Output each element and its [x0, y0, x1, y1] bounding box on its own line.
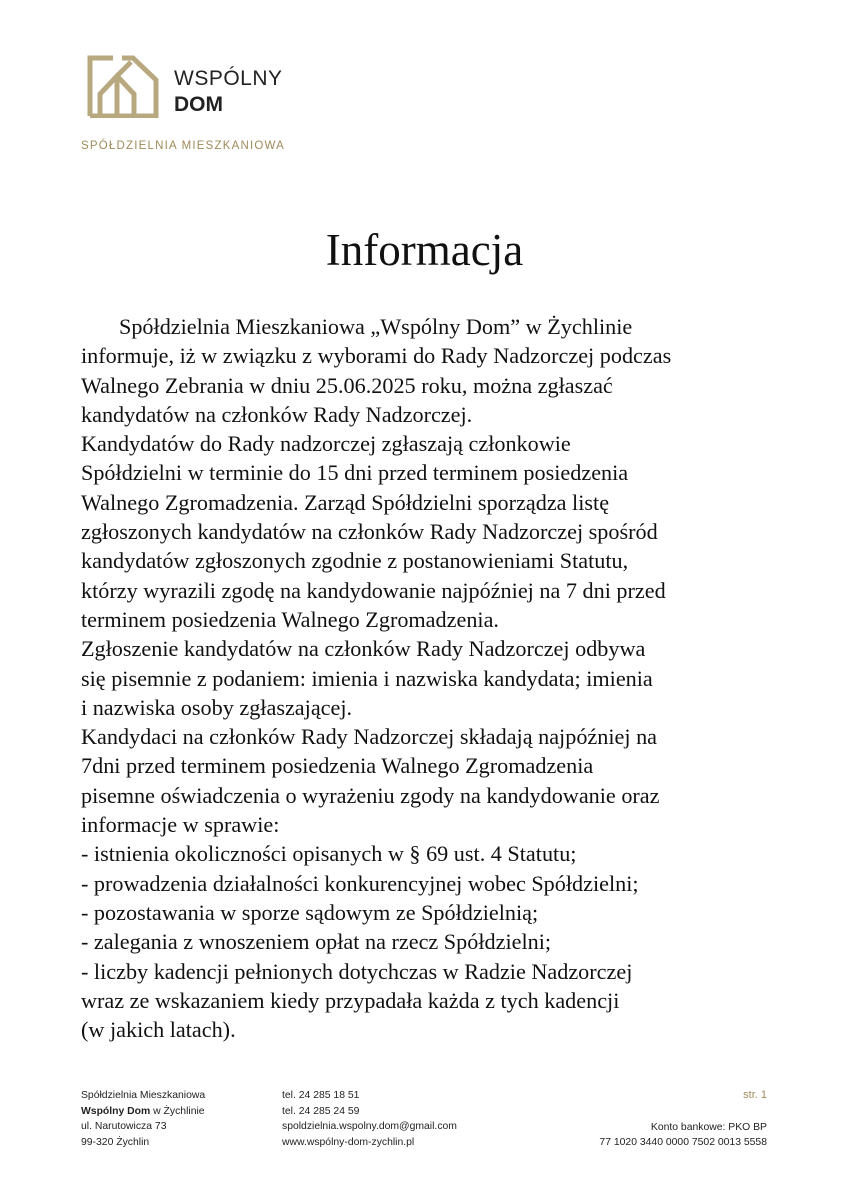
body-line: informacje w sprawie: — [81, 812, 280, 838]
body-line: pisemne oświadczenia o wyrażeniu zgody na kandydowanie oraz — [81, 782, 660, 808]
body-line: Spółdzielnia Mieszkaniowa „Wspólny Dom” w Żychlinie — [119, 314, 633, 339]
footer-bank-account: 77 1020 3440 0000 7502 0013 5558 — [599, 1137, 767, 1148]
body-line: kandydatów zgłoszonych zgodnie z postanowieniami Statutu, — [81, 548, 629, 574]
footer-address — [81, 1088, 205, 1150]
page-number: str. 1 — [743, 1089, 767, 1101]
body-line: Zgłoszenie kandydatów na członków Rady Nadzorczej odbywa — [81, 636, 646, 662]
document-body — [81, 312, 781, 1044]
body-line: wraz ze wskazaniem kiedy przypadała każda z tych kadencji — [81, 987, 620, 1013]
document-title: Informacja — [325, 225, 524, 275]
footer-org-name-rest: w Żychlinie — [150, 1105, 205, 1117]
logo — [86, 54, 286, 118]
logo-wordmark-line2: DOM — [174, 93, 223, 116]
body-line: którzy wyrazili zgodę na kandydowanie najpóźniej na 7 dni przed — [81, 577, 666, 603]
body-line: Walnego Zebrania w dniu 25.06.2025 roku, można zgłaszać — [81, 372, 613, 398]
footer-contact — [282, 1088, 457, 1150]
footer-org-name — [81, 1104, 205, 1120]
body-line: i nazwiska osoby zgłaszającej. — [81, 694, 353, 720]
body-line: Kandydatów do Rady nadzorczej zgłaszają członkowie — [81, 431, 571, 457]
body-line: - prowadzenia działalności konkurencyjnej wobec Spółdzielni; — [81, 870, 639, 896]
footer-org-name-bold: Wspólny Dom — [81, 1105, 151, 1117]
footer-postal: 99-320 Żychlin — [81, 1136, 150, 1148]
body-line: informuje, iż w związku z wyborami do Rady Nadzorczej podczas — [81, 343, 672, 369]
footer-org-line1: Spółdzielnia Mieszkaniowa — [81, 1090, 206, 1101]
body-line: - pozostawania w sporze sądowym ze Spółdzielnią; — [81, 899, 539, 925]
footer-bank — [599, 1088, 767, 1151]
body-line: Spółdzielni w terminie do 15 dni przed terminem posiedzenia — [81, 460, 629, 486]
footer-tel2: tel. 24 285 24 59 — [282, 1105, 360, 1117]
body-line: - zalegania z wnoszeniem opłat na rzecz Spółdzielni; — [81, 929, 552, 955]
body-line: 7dni przed terminem posiedzenia Walnego Zgromadzenia — [81, 753, 594, 779]
footer-email[interactable]: spoldzielnia.wspolny.dom@gmail.com — [282, 1121, 457, 1132]
footer-street: ul. Narutowicza 73 — [81, 1121, 167, 1132]
body-line: się pisemnie z podaniem: imienia i nazwiska kandydata; imienia — [81, 665, 653, 691]
body-line: terminem posiedzenia Walnego Zgromadzenia. — [81, 606, 499, 632]
body-line: kandydatów na członków Rady Nadzorczej. — [81, 401, 473, 427]
body-line: Kandydaci na członków Rady Nadzorczej składają najpóźniej na — [81, 724, 658, 750]
footer-bank-label: Konto bankowe: PKO BP — [650, 1121, 767, 1133]
footer-tel1: tel. 24 285 18 51 — [282, 1090, 360, 1101]
body-line: - liczby kadencji pełnionych dotychczas w Radzie Nadzorczej — [81, 958, 633, 984]
body-line: zgłoszonych kandydatów na członków Rady Nadzorczej spośród — [81, 519, 658, 545]
house-icon — [86, 54, 160, 118]
body-line: (w jakich latach). — [81, 1017, 236, 1043]
footer-website[interactable]: www.wspólny-dom-zychlin.pl — [282, 1136, 415, 1148]
logo-subtitle: SPÓŁDZIELNIA MIESZKANIOWA — [81, 140, 286, 152]
body-line: Walnego Zgromadzenia. Zarząd Spółdzielni sporządza listę — [81, 489, 610, 515]
body-line: - istnienia okoliczności opisanych w § 69 ust. 4 Statutu; — [81, 841, 577, 867]
logo-wordmark-line1: WSPÓLNY — [174, 67, 283, 90]
